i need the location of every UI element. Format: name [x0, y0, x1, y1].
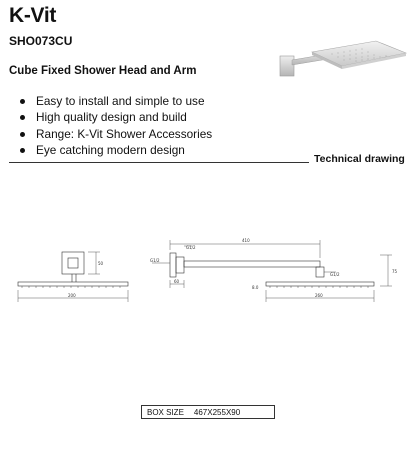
- feature-item: Eye catching modern design: [20, 142, 212, 158]
- dim-side-head-width: 260: [315, 293, 323, 298]
- technical-drawing: [0, 225, 416, 307]
- dim-thread-a: G1/2: [186, 245, 196, 250]
- feature-item: Range: K-Vit Shower Accessories: [20, 126, 212, 142]
- shower-head-top: [312, 41, 406, 66]
- dim-thread-c: G1/2: [330, 272, 340, 277]
- product-title: Cube Fixed Shower Head and Arm: [9, 65, 197, 77]
- wall-bracket: [280, 56, 294, 76]
- technical-drawing-heading: Technical drawing: [314, 153, 405, 165]
- bullet-icon: [20, 148, 25, 153]
- feature-item: High quality design and build: [20, 109, 212, 125]
- section-divider: [9, 162, 309, 163]
- product-photo: [272, 38, 412, 90]
- product-sku: SHO073CU: [9, 34, 73, 48]
- brand-name: K-Vit: [9, 4, 57, 27]
- dim-side-height: 75: [392, 269, 398, 274]
- bullet-icon: [20, 99, 25, 104]
- box-size-value: 467X255X90: [193, 407, 241, 417]
- feature-list: [20, 93, 212, 158]
- dim-side-gap: 60: [174, 279, 180, 284]
- feature-item: Easy to install and simple to use: [20, 93, 212, 109]
- dim-head-depth: 8.0: [252, 285, 259, 290]
- box-size-panel: [141, 405, 275, 419]
- box-size-label: BOX SIZE: [147, 407, 184, 417]
- dim-thread-b: G1/2: [150, 258, 160, 263]
- dim-front-height: 50: [98, 261, 104, 266]
- dim-front-width: 200: [68, 293, 76, 298]
- bullet-icon: [20, 132, 25, 137]
- bullet-icon: [20, 115, 25, 120]
- dim-arm-length: 410: [242, 238, 250, 243]
